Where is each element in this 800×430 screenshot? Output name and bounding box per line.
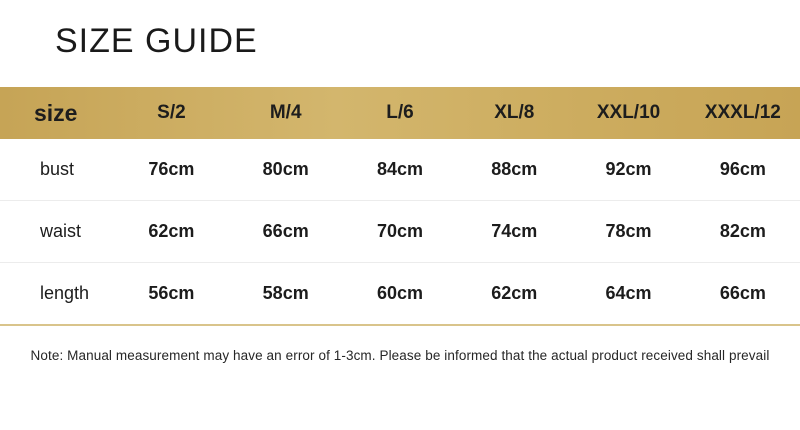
table-header-row bbox=[0, 87, 800, 139]
table-row bbox=[0, 201, 800, 263]
table-corner-label: size bbox=[34, 99, 78, 126]
cell-bust-l: 84cm bbox=[343, 139, 457, 201]
page-title: SIZE GUIDE bbox=[55, 22, 258, 60]
cell-waist-m: 66cm bbox=[229, 201, 343, 263]
cell-bust-xxxl: 96cm bbox=[686, 139, 800, 201]
cell-waist-xl: 74cm bbox=[457, 201, 571, 263]
size-table-header bbox=[0, 87, 800, 139]
cell-waist-xxl: 78cm bbox=[571, 201, 685, 263]
cell-bust-xxl: 92cm bbox=[571, 139, 685, 201]
cell-bust-m: 80cm bbox=[229, 139, 343, 201]
column-header-s: S/2 bbox=[157, 102, 186, 123]
size-table-container bbox=[0, 87, 800, 324]
table-row bbox=[0, 263, 800, 325]
cell-length-xl: 62cm bbox=[491, 283, 538, 303]
column-header-xxxl: XXXL/12 bbox=[704, 102, 781, 123]
column-header-xl: XL/8 bbox=[494, 102, 535, 123]
cell-length-l: 60cm bbox=[376, 283, 423, 303]
cell-bust-s: 76cm bbox=[114, 139, 228, 201]
row-label-waist: waist bbox=[0, 201, 114, 263]
cell-length-xxxl: 66cm bbox=[719, 283, 766, 303]
column-header-xxl: XXL/10 bbox=[596, 102, 661, 123]
cell-length-s: 56cm bbox=[148, 283, 195, 303]
column-header-m: M/4 bbox=[269, 102, 302, 123]
column-header-l: L/6 bbox=[386, 102, 414, 123]
row-label-bust: bust bbox=[0, 139, 114, 201]
row-label-length: length bbox=[40, 283, 90, 303]
cell-waist-l: 70cm bbox=[343, 201, 457, 263]
size-table-body bbox=[0, 139, 800, 324]
cell-bust-xl: 88cm bbox=[457, 139, 571, 201]
cell-waist-s: 62cm bbox=[114, 201, 228, 263]
cell-length-m: 58cm bbox=[262, 283, 309, 303]
measurement-note: Note: Manual measurement may have an error of 1-3cm. Please be informed that the actual product received shall prevail bbox=[30, 348, 770, 363]
cell-waist-xxxl: 82cm bbox=[686, 201, 800, 263]
table-row bbox=[0, 139, 800, 201]
size-table bbox=[0, 87, 800, 324]
cell-length-xxl: 64cm bbox=[605, 283, 652, 303]
